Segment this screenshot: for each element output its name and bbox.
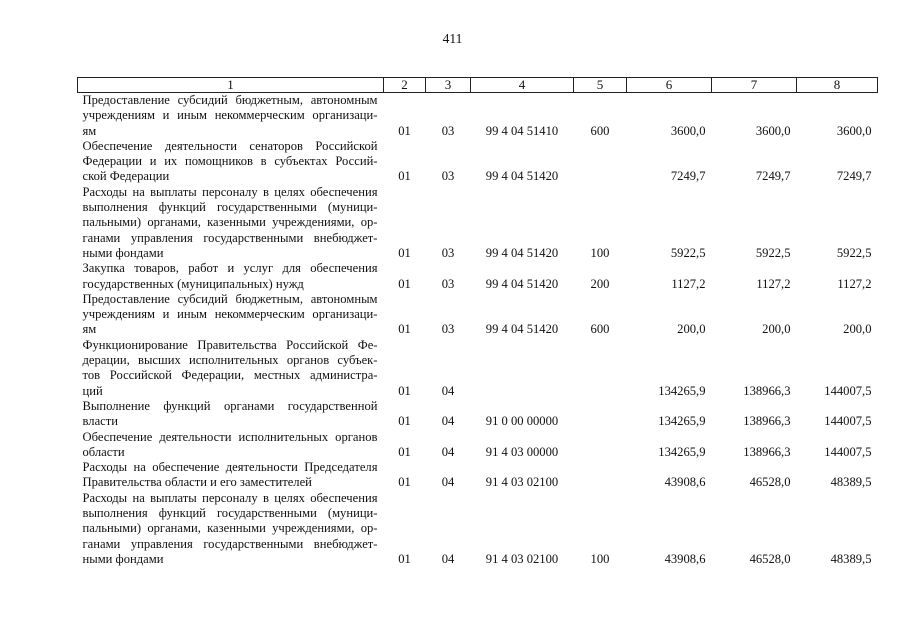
- amount-year-2: 46528,0: [749, 475, 791, 490]
- amount-year-1: 5922,5: [670, 245, 706, 260]
- description-line: Обеспечение деятельности сенаторов Российской: [82, 138, 378, 153]
- description-line: учреждениям и иным некоммерческим организаци-: [82, 307, 378, 322]
- table-row: [78, 399, 878, 430]
- subsection-code: 04: [441, 383, 455, 398]
- subsection-code: 04: [441, 551, 455, 566]
- row-description: [78, 491, 384, 567]
- description-line: ными фондами: [82, 551, 164, 566]
- expense-type-code: [574, 430, 627, 461]
- row-description: [78, 292, 384, 338]
- amount-year-3: 144007,5: [824, 414, 872, 429]
- description-line: ганами управления государственными внебюджет-: [82, 536, 378, 551]
- target-article-code: 99 4 04 51420: [485, 169, 559, 184]
- row-description: [78, 430, 384, 461]
- column-header-1: 1: [78, 78, 384, 93]
- description-line: выполнения функций государственными (муници-: [82, 200, 378, 215]
- amount-year-3: 3600,0: [836, 123, 872, 138]
- amount-year-2: 7249,7: [755, 169, 791, 184]
- description-line: Выполнение функций органами государственной: [82, 398, 378, 413]
- expense-type-code: [574, 139, 627, 185]
- column-header-7: 7: [712, 78, 797, 93]
- amount-year-1: 134265,9: [658, 414, 706, 429]
- amount-year-1: 43908,6: [664, 475, 706, 490]
- target-article-code: 99 4 04 51420: [485, 276, 559, 291]
- description-line: Федерации и их помощников в субъектах Россий-: [82, 154, 378, 169]
- expense-type-code: 100: [590, 551, 610, 566]
- subsection-code: 04: [441, 475, 455, 490]
- section-code: 01: [398, 276, 411, 291]
- amount-year-1: 43908,6: [664, 551, 706, 566]
- target-article-code: 91 0 00 00000: [485, 414, 559, 429]
- description-line: Закупка товаров, работ и услуг для обеспечения: [82, 261, 378, 276]
- section-code: 01: [398, 551, 411, 566]
- amount-year-1: 200,0: [677, 322, 706, 337]
- expense-type-code: 200: [590, 276, 610, 291]
- row-description: [78, 261, 384, 292]
- table-row: [78, 93, 878, 139]
- subsection-code: 04: [441, 414, 455, 429]
- subsection-code: 04: [441, 444, 455, 459]
- table-row: [78, 261, 878, 292]
- description-line: Правительства области и его заместителей: [82, 475, 312, 490]
- description-line: Расходы на выплаты персоналу в целях обеспечения: [82, 490, 378, 505]
- target-article-code: 99 4 04 51420: [485, 245, 559, 260]
- section-code: 01: [398, 383, 411, 398]
- amount-year-1: 3600,0: [670, 123, 706, 138]
- section-code: 01: [398, 475, 411, 490]
- amount-year-2: 200,0: [762, 322, 791, 337]
- amount-year-1: 1127,2: [671, 276, 706, 291]
- description-line: пальными) органами, казенными учреждениями, ор-: [82, 521, 378, 536]
- expense-type-code: [574, 399, 627, 430]
- amount-year-2: 138966,3: [743, 414, 791, 429]
- subsection-code: 03: [441, 276, 455, 291]
- description-line: области: [82, 444, 125, 459]
- amount-year-3: 200,0: [843, 322, 872, 337]
- amount-year-2: 138966,3: [743, 383, 791, 398]
- description-line: Функционирование Правительства Российской Фе-: [82, 337, 378, 352]
- table-row: [78, 292, 878, 338]
- section-code: 01: [398, 414, 411, 429]
- section-code: 01: [398, 444, 411, 459]
- table-row: [78, 185, 878, 261]
- amount-year-2: 1127,2: [756, 276, 791, 291]
- description-line: тов Российской Федерации, местных администра-: [82, 368, 378, 383]
- description-line: пальными) органами, казенными учреждениями, ор-: [82, 215, 378, 230]
- amount-year-3: 144007,5: [824, 383, 872, 398]
- subsection-code: 03: [441, 245, 455, 260]
- budget-table: [77, 77, 878, 567]
- amount-year-1: 134265,9: [658, 444, 706, 459]
- row-description: [78, 399, 384, 430]
- amount-year-3: 48389,5: [830, 551, 872, 566]
- column-header-2: 2: [384, 78, 426, 93]
- description-line: Предоставление субсидий бюджетным, автономным: [82, 291, 378, 306]
- section-code: 01: [398, 123, 411, 138]
- page-number: 411: [442, 31, 463, 46]
- expense-type-code: 100: [590, 245, 610, 260]
- expense-type-code: 600: [590, 322, 610, 337]
- target-article-code: [471, 338, 574, 399]
- column-header-8: 8: [797, 78, 878, 93]
- target-article-code: 99 4 04 51420: [485, 322, 559, 337]
- table-row: [78, 491, 878, 567]
- target-article-code: 91 4 03 02100: [485, 551, 559, 566]
- amount-year-2: 138966,3: [743, 444, 791, 459]
- table-row: [78, 460, 878, 491]
- target-article-code: 91 4 03 00000: [485, 444, 559, 459]
- description-line: государственных (муниципальных) нужд: [82, 276, 304, 291]
- description-line: власти: [82, 414, 118, 429]
- target-article-code: 99 4 04 51410: [485, 123, 559, 138]
- description-line: Обеспечение деятельности исполнительных органов: [82, 429, 378, 444]
- table-row: [78, 338, 878, 399]
- description-line: ными фондами: [82, 245, 164, 260]
- target-article-code: 91 4 03 02100: [485, 475, 559, 490]
- description-line: дерации, высших исполнительных органов субъек-: [82, 353, 378, 368]
- amount-year-2: 5922,5: [755, 245, 791, 260]
- amount-year-3: 1127,2: [837, 276, 872, 291]
- row-description: [78, 139, 384, 185]
- table-row: [78, 139, 878, 185]
- amount-year-3: 5922,5: [836, 245, 872, 260]
- section-code: 01: [398, 169, 411, 184]
- column-header-6: 6: [627, 78, 712, 93]
- amount-year-1: 134265,9: [658, 383, 706, 398]
- row-description: [78, 338, 384, 399]
- description-line: Расходы на выплаты персоналу в целях обеспечения: [82, 184, 378, 199]
- description-line: ям: [82, 322, 97, 337]
- row-description: [78, 460, 384, 491]
- amount-year-3: 48389,5: [830, 475, 872, 490]
- subsection-code: 03: [441, 169, 455, 184]
- expense-type-code: 600: [590, 123, 610, 138]
- amount-year-3: 7249,7: [836, 169, 872, 184]
- expense-type-code: [574, 338, 627, 399]
- row-description: [78, 93, 384, 139]
- amount-year-1: 7249,7: [670, 169, 706, 184]
- description-line: ганами управления государственными внебюджет-: [82, 230, 378, 245]
- section-code: 01: [398, 322, 411, 337]
- column-header-3: 3: [426, 78, 471, 93]
- description-line: ций: [82, 383, 103, 398]
- description-line: ям: [82, 123, 97, 138]
- subsection-code: 03: [441, 322, 455, 337]
- column-header-5: 5: [574, 78, 627, 93]
- description-line: учреждениям и иным некоммерческим организаци-: [82, 108, 378, 123]
- description-line: выполнения функций государственными (муници-: [82, 506, 378, 521]
- row-description: [78, 185, 384, 261]
- table-row: [78, 430, 878, 461]
- description-line: Расходы на обеспечение деятельности Председателя: [82, 460, 378, 475]
- description-line: ской Федерации: [82, 169, 170, 184]
- amount-year-2: 46528,0: [749, 551, 791, 566]
- subsection-code: 03: [441, 123, 455, 138]
- expense-type-code: [574, 460, 627, 491]
- section-code: 01: [398, 245, 411, 260]
- column-header-4: 4: [471, 78, 574, 93]
- amount-year-3: 144007,5: [824, 444, 872, 459]
- description-line: Предоставление субсидий бюджетным, автономным: [82, 93, 378, 107]
- amount-year-2: 3600,0: [755, 123, 791, 138]
